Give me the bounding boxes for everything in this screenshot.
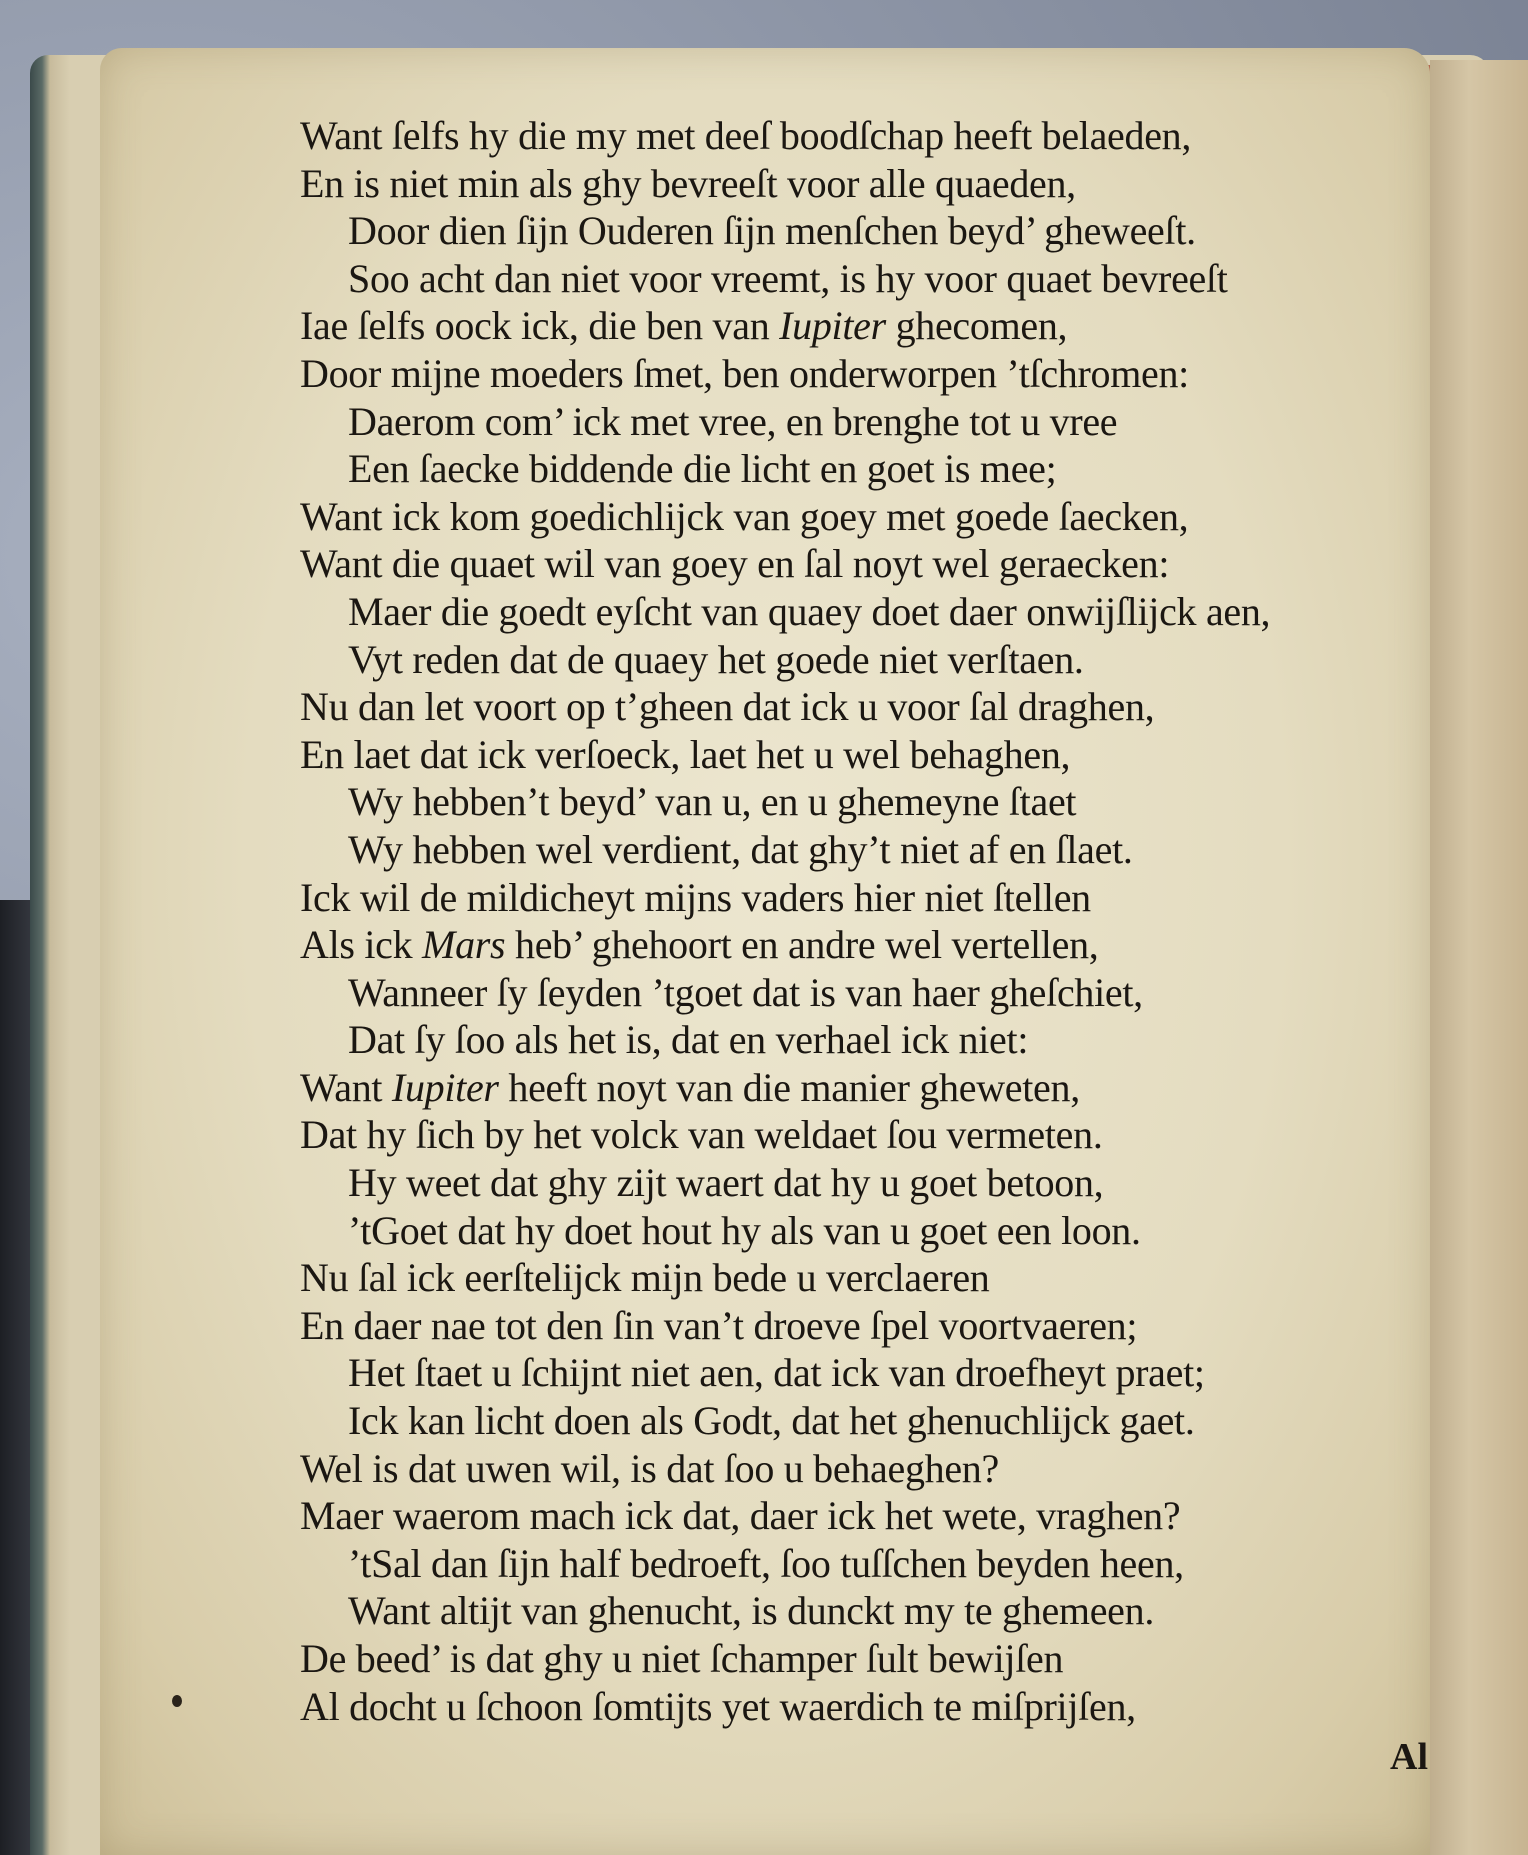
- facing-page-edge: [1430, 60, 1528, 1855]
- verse-line: Soo acht dan niet voor vreemt, is hy voor quaet bevreeſt: [348, 255, 1228, 301]
- verse-line: ’tGoet dat hy doet hout hy als van u goet een loon.: [348, 1207, 1141, 1253]
- verse-line: Al docht u ſchoon ſomtijts yet waerdich te miſprijſen,: [300, 1683, 1136, 1729]
- verse-line: Door dien ſijn Ouderen ſijn menſchen beyd’ gheweeſt.: [348, 208, 1196, 254]
- poem-text: [300, 112, 1410, 1730]
- verse-line: [300, 302, 1410, 350]
- verse-text: Als ick: [300, 922, 423, 968]
- verse-line: Nu dan let voort op t’gheen dat ick u voor ſal draghen,: [300, 684, 1155, 730]
- verse-line: Want ſelfs hy die my met deeſ boodſchap heeft belaeden,: [300, 113, 1192, 158]
- verse-text: heeft noyt van die manier gheweten,: [498, 1064, 1080, 1110]
- verse-line: En is niet min als ghy bevreeſt voor alle quaeden,: [300, 160, 1076, 206]
- verse-text: Iae ſelfs oock ick, die ben van: [300, 303, 780, 349]
- verse-line: Vyt reden dat de quaey het goede niet verſtaen.: [348, 636, 1084, 682]
- verse-line: En laet dat ick verſoeck, laet het u wel behaghen,: [300, 731, 1071, 777]
- verse-line: Door mijne moeders ſmet, ben onderworpen ’tſchromen:: [300, 350, 1189, 396]
- verse-line: Ick wil de mildicheyt mijns vaders hier niet ſtellen: [300, 874, 1091, 920]
- verse-line: Maer die goedt eyſcht van quaey doet daer onwijſlijck aen,: [348, 588, 1271, 634]
- verse-line: Daerom com’ ick met vree, en brenghe tot u vree: [348, 398, 1118, 444]
- verse-line: Wy hebben wel verdient, dat ghy’t niet af en ſlaet.: [348, 826, 1133, 872]
- verse-line: Maer waerom mach ick dat, daer ick het wete, vraghen?: [300, 1493, 1181, 1539]
- verse-line: [300, 921, 1410, 969]
- verse-line: Een ſaecke biddende die licht en goet is mee;: [348, 446, 1057, 492]
- verse-line: Wanneer ſy ſeyden ’tgoet dat is van haer gheſchiet,: [348, 969, 1143, 1015]
- verse-text: heb’ ghehoort en andre wel vertellen,: [505, 922, 1099, 968]
- verse-line: Nu ſal ick eerſtelijck mijn bede u verclaeren: [300, 1255, 990, 1301]
- ink-spot: [172, 1695, 182, 1707]
- verse-line: Dat hy ſich by het volck van weldaet ſou vermeten.: [300, 1112, 1103, 1158]
- verse-italic-name: Iupiter: [391, 1064, 499, 1110]
- verse-line: [300, 1064, 1410, 1112]
- verse-line: De beed’ is dat ghy u niet ſchamper ſult bewijſen: [300, 1636, 1064, 1681]
- verse-line: Ick kan licht doen als Godt, dat het ghenuchlijck gaet.: [348, 1398, 1195, 1444]
- verse-text: ghecomen,: [885, 303, 1068, 349]
- verse-line: ’tSal dan ſijn half bedroeft, ſoo tuſſchen beyden heen,: [348, 1540, 1184, 1586]
- verse-line: Hy weet dat ghy zijt waert dat hy u goet betoon,: [348, 1160, 1104, 1206]
- verse-line: Wel is dat uwen wil, is dat ſoo u behaeghen?: [300, 1445, 999, 1491]
- verse-line: Want die quaet wil van goey en ſal noyt wel geraecken:: [300, 541, 1170, 587]
- verse-line: Het ſtaet u ſchijnt niet aen, dat ick van droefheyt praet;: [348, 1350, 1205, 1396]
- verse-line: Dat ſy ſoo als het is, dat en verhael ick niet:: [348, 1017, 1029, 1063]
- verse-italic-name: Mars: [422, 922, 506, 968]
- verse-line: Want altijt van ghenucht, is dunckt my te ghemeen.: [348, 1588, 1155, 1634]
- verse-text: Want: [300, 1064, 392, 1110]
- verse-line: Want ick kom goedichlijck van goey met goede ſaecken,: [300, 493, 1189, 539]
- verse-italic-name: Iupiter: [779, 303, 886, 349]
- catchword: Al: [1390, 1736, 1428, 1778]
- verse-line: Wy hebben’t beyd’ van u, en u ghemeyne ſtaet: [348, 779, 1077, 825]
- verse-line: En daer nae tot den ſin van’t droeve ſpel voortvaeren;: [300, 1302, 1138, 1348]
